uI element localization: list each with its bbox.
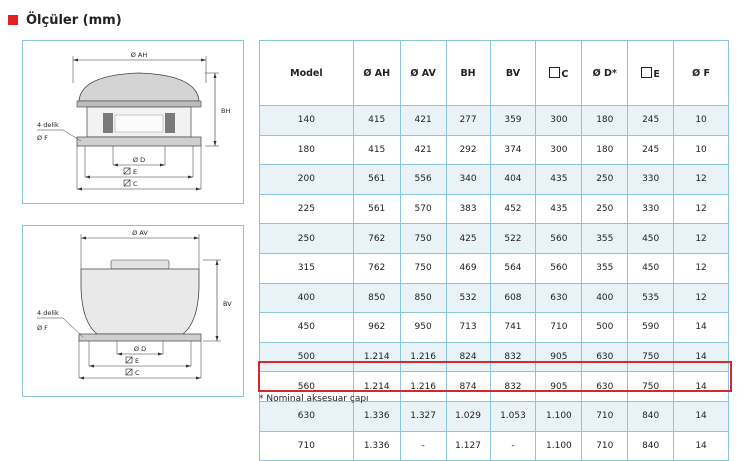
table-cell: 874 — [446, 372, 490, 402]
table-row — [260, 253, 729, 283]
table-cell: 710 — [536, 313, 582, 343]
table-cell: 905 — [536, 342, 582, 372]
header-e — [628, 41, 674, 106]
table-cell: 250 — [582, 194, 628, 224]
table-cell: 200 — [260, 165, 354, 195]
table-cell: 330 — [628, 194, 674, 224]
table-cell: 340 — [446, 165, 490, 195]
header-bh: BH — [446, 41, 490, 106]
table-row — [260, 165, 729, 195]
table-cell: 905 — [536, 372, 582, 402]
table-cell: 750 — [628, 372, 674, 402]
table-cell: 1.214 — [353, 342, 400, 372]
table-cell: 12 — [674, 253, 729, 283]
table-cell: 415 — [353, 106, 400, 136]
table-cell: 962 — [353, 313, 400, 343]
table-cell: 630 — [536, 283, 582, 313]
table-cell: 300 — [536, 106, 582, 136]
table-body — [260, 106, 729, 461]
table-cell: 1.127 — [446, 431, 490, 461]
table-cell: 850 — [353, 283, 400, 313]
table-cell: 10 — [674, 106, 729, 136]
table-cell: 630 — [582, 372, 628, 402]
header-d: Ø D* — [582, 41, 628, 106]
footnote: * Nominal aksesuar çapı — [259, 394, 369, 404]
table-cell: 560 — [536, 224, 582, 254]
diagram-horizontal-discharge — [22, 40, 244, 204]
header-c-label: C — [561, 68, 569, 80]
table-cell: 710 — [582, 431, 628, 461]
table-cell: 415 — [353, 135, 400, 165]
table-cell: 560 — [536, 253, 582, 283]
table-cell: 741 — [490, 313, 536, 343]
table-cell: 435 — [536, 194, 582, 224]
table-cell: 710 — [260, 431, 354, 461]
table-cell: 750 — [400, 224, 446, 254]
table-cell: 561 — [353, 165, 400, 195]
table-header-row — [260, 41, 729, 106]
table-cell: 840 — [628, 401, 674, 431]
table-row — [260, 431, 729, 461]
table-cell: 832 — [490, 372, 536, 402]
table-cell: 630 — [582, 342, 628, 372]
table-cell: 383 — [446, 194, 490, 224]
table-cell: 561 — [353, 194, 400, 224]
table-cell: 556 — [400, 165, 446, 195]
label-holes-2: 4 delik — [37, 309, 59, 317]
table-cell: 710 — [582, 401, 628, 431]
table-cell: 250 — [260, 224, 354, 254]
table-row — [260, 135, 729, 165]
highlight-box — [258, 361, 732, 392]
table-cell: 292 — [446, 135, 490, 165]
table-cell: 300 — [536, 135, 582, 165]
header-f: Ø F — [674, 41, 729, 106]
table-cell: 355 — [582, 224, 628, 254]
table-cell: 564 — [490, 253, 536, 283]
table-cell: 435 — [536, 165, 582, 195]
table-cell: 560 — [260, 372, 354, 402]
table-cell: 950 — [400, 313, 446, 343]
table-cell: 452 — [490, 194, 536, 224]
table-cell: 12 — [674, 283, 729, 313]
table-cell: 374 — [490, 135, 536, 165]
table-cell: 400 — [582, 283, 628, 313]
table-cell: 10 — [674, 135, 729, 165]
square-icon — [549, 67, 560, 78]
header-model: Model — [260, 41, 354, 106]
table-cell: 12 — [674, 165, 729, 195]
header-ah: Ø AH — [353, 41, 400, 106]
table-cell: 1.214 — [353, 372, 400, 402]
label-f: Ø F — [37, 134, 48, 142]
table-cell: 140 — [260, 106, 354, 136]
table-cell: 762 — [353, 224, 400, 254]
table-cell: 1.100 — [536, 401, 582, 431]
header-c — [536, 41, 582, 106]
fan-drawing-bottom — [23, 226, 243, 396]
table-cell: 421 — [400, 106, 446, 136]
diagram-vertical-discharge — [22, 225, 244, 397]
table-cell: 404 — [490, 165, 536, 195]
table-row — [260, 283, 729, 313]
table-cell: 14 — [674, 401, 729, 431]
red-square-icon — [8, 15, 18, 25]
table-cell: 421 — [400, 135, 446, 165]
label-f-2: Ø F — [37, 324, 48, 332]
section-title: Ölçüler (mm) — [26, 12, 122, 28]
table-cell: 12 — [674, 224, 729, 254]
label-ah: Ø AH — [130, 51, 148, 59]
table-cell: 1.336 — [353, 431, 400, 461]
header-e-label: E — [653, 68, 660, 80]
table-cell: 762 — [353, 253, 400, 283]
label-d-2: Ø D — [133, 345, 147, 353]
label-c: C — [133, 180, 138, 188]
table-cell: 400 — [260, 283, 354, 313]
table-cell: 1.216 — [400, 342, 446, 372]
table-cell: 1.327 — [400, 401, 446, 431]
table-cell: 1.216 — [400, 372, 446, 402]
table-cell: 14 — [674, 313, 729, 343]
table-cell: 315 — [260, 253, 354, 283]
label-bv: BV — [223, 300, 232, 308]
table-cell: 713 — [446, 313, 490, 343]
table-cell: 1.336 — [353, 401, 400, 431]
table-cell: 840 — [628, 431, 674, 461]
label-e-2: E — [135, 357, 140, 365]
table-cell: 14 — [674, 342, 729, 372]
table-cell: 608 — [490, 283, 536, 313]
table-cell: 225 — [260, 194, 354, 224]
table-row — [260, 194, 729, 224]
table-cell: 1.053 — [490, 401, 536, 431]
table-cell: 425 — [446, 224, 490, 254]
label-av: Ø AV — [132, 229, 148, 237]
fan-drawing-top — [23, 41, 243, 203]
table-cell: 14 — [674, 372, 729, 402]
table-cell: 469 — [446, 253, 490, 283]
label-e: E — [133, 168, 138, 176]
table-cell: 12 — [674, 194, 729, 224]
table-cell: 500 — [582, 313, 628, 343]
table-cell: 750 — [400, 253, 446, 283]
table-cell: 832 — [490, 342, 536, 372]
table-cell: 1.100 — [536, 431, 582, 461]
table-cell: 180 — [582, 106, 628, 136]
table-cell: 359 — [490, 106, 536, 136]
table-cell: 245 — [628, 106, 674, 136]
label-bh: BH — [221, 107, 231, 115]
square-icon — [641, 67, 652, 78]
table-cell: 522 — [490, 224, 536, 254]
label-d: Ø D — [132, 156, 146, 164]
table-cell: 824 — [446, 342, 490, 372]
table-cell: 535 — [628, 283, 674, 313]
table-cell: - — [400, 431, 446, 461]
table-cell: 14 — [674, 431, 729, 461]
table-cell: 532 — [446, 283, 490, 313]
header-av: Ø AV — [400, 41, 446, 106]
table-cell: 245 — [628, 135, 674, 165]
table-cell: 355 — [582, 253, 628, 283]
table-cell: 450 — [628, 253, 674, 283]
table-cell: 1.029 — [446, 401, 490, 431]
header-bv: BV — [490, 41, 536, 106]
table-cell: 570 — [400, 194, 446, 224]
table-cell: 750 — [628, 342, 674, 372]
table-cell: 850 — [400, 283, 446, 313]
table-cell: 450 — [628, 224, 674, 254]
table-cell: - — [490, 431, 536, 461]
label-c-2: C — [135, 369, 140, 377]
table-cell: 450 — [260, 313, 354, 343]
table-cell: 180 — [582, 135, 628, 165]
section-header — [8, 12, 122, 28]
table-row — [260, 313, 729, 343]
table-cell: 250 — [582, 165, 628, 195]
table-row — [260, 106, 729, 136]
table-cell: 277 — [446, 106, 490, 136]
table-cell: 330 — [628, 165, 674, 195]
table-row — [260, 224, 729, 254]
table-cell: 180 — [260, 135, 354, 165]
table-cell: 590 — [628, 313, 674, 343]
label-holes: 4 delik — [37, 121, 59, 129]
table-cell: 500 — [260, 342, 354, 372]
table-cell: 630 — [260, 401, 354, 431]
